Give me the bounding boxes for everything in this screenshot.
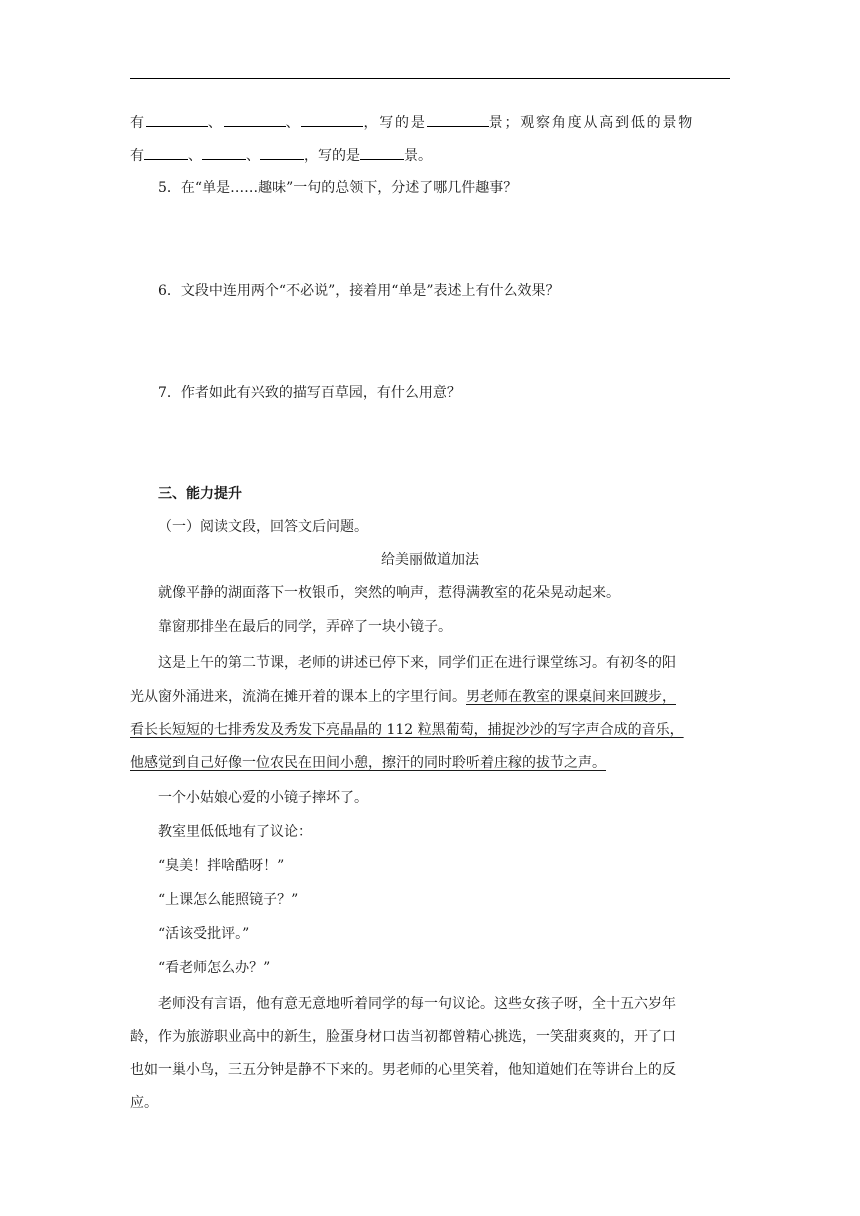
quote-3: “活该受批评。” [158,926,250,942]
quote-2: “上课怎么能照镜子？” [158,892,299,908]
text-fragment: 有 [130,148,144,164]
text-fragment: 景；观察角度从高到低的景物 [488,115,695,131]
quote-4: “看老师怎么办？” [158,960,271,976]
fill-blank-row-2 [130,145,432,166]
answer-blank[interactable] [360,145,404,160]
passage-paragraph-4: 一个小姑娘心爱的小镜子摔坏了。 [158,790,368,806]
text-fragment: 、 [188,148,202,164]
text-fragment: ，写的是 [304,148,360,164]
answer-blank[interactable] [224,112,286,127]
question-5: 5．在“单是……趣味”一句的总领下，分述了哪几件趣事？ [158,180,518,196]
answer-blank[interactable] [301,112,363,127]
quote-1: “臭美！拌啥酷呀！” [158,858,285,874]
header-rule [130,78,730,79]
passage-paragraph-3-line-3: 看长长短短的七排秀发及秀发下亮晶晶的 112 粒黑葡萄，捕捉沙沙的写字声合成的音乐， [130,722,684,738]
answer-blank[interactable] [260,145,304,160]
question-7: 7．作者如此有兴致的描写百草园，有什么用意？ [158,385,461,401]
text-fragment: 、 [285,115,302,131]
answer-blank[interactable] [144,145,188,160]
passage-title: 给美丽做道加法 [381,552,479,568]
passage-paragraph-6-line-4: 应。 [130,1095,158,1111]
passage-paragraph-6-line-3: 也如一巢小鸟，三五分钟是静不下来的。男老师的心里笑着，他知道她们在等讲台上的反 [130,1062,676,1078]
text-fragment: ，写的是 [363,115,427,131]
passage-paragraph-6-line-1: 老师没有言语，他有意无意地听着同学的每一句议论。这些女孩子呀，全十五六岁年 [158,996,676,1012]
question-6: 6．文段中连用两个“不必说”，接着用“单是”表述上有什么效果？ [158,283,560,299]
passage-paragraph-3-line-4: 他感觉到自己好像一位农民在田间小憩，擦汗的同时聆听着庄稼的拔节之声。 [130,755,606,771]
underlined-sentence: 男老师在教室的课桌间来回踱步， [466,689,676,705]
passage-paragraph-3-line-1: 这是上午的第二节课，老师的讲述已停下来，同学们正在进行课堂练习。有初冬的阳 [158,655,676,671]
text-fragment: 、 [246,148,260,164]
answer-blank[interactable] [146,112,208,127]
passage-paragraph-3-line-2 [130,687,676,707]
passage-paragraph-5: 教室里低低地有了议论： [158,824,312,840]
answer-blank[interactable] [427,112,489,127]
answer-blank[interactable] [202,145,246,160]
text-fragment: 景。 [404,148,432,164]
text-fragment: 光从窗外涌进来，流淌在摊开着的课本上的字里行间。 [130,689,466,705]
reading-instruction: （一）阅读文段，回答文后问题。 [158,519,368,535]
section-heading: 三、能力提升 [158,486,242,502]
fill-blank-row-1 [130,112,694,133]
passage-paragraph-6-line-2: 龄，作为旅游职业高中的新生，脸蛋身材口齿当初都曾精心挑选，一笑甜爽爽的，开了口 [130,1029,676,1045]
text-fragment: 、 [207,115,224,131]
text-fragment: 有 [130,115,146,131]
passage-paragraph-2: 靠窗那排坐在最后的同学，弄碎了一块小镜子。 [158,619,452,635]
passage-paragraph-1: 就像平静的湖面落下一枚银币，突然的响声，惹得满教室的花朵晃动起来。 [158,585,620,601]
